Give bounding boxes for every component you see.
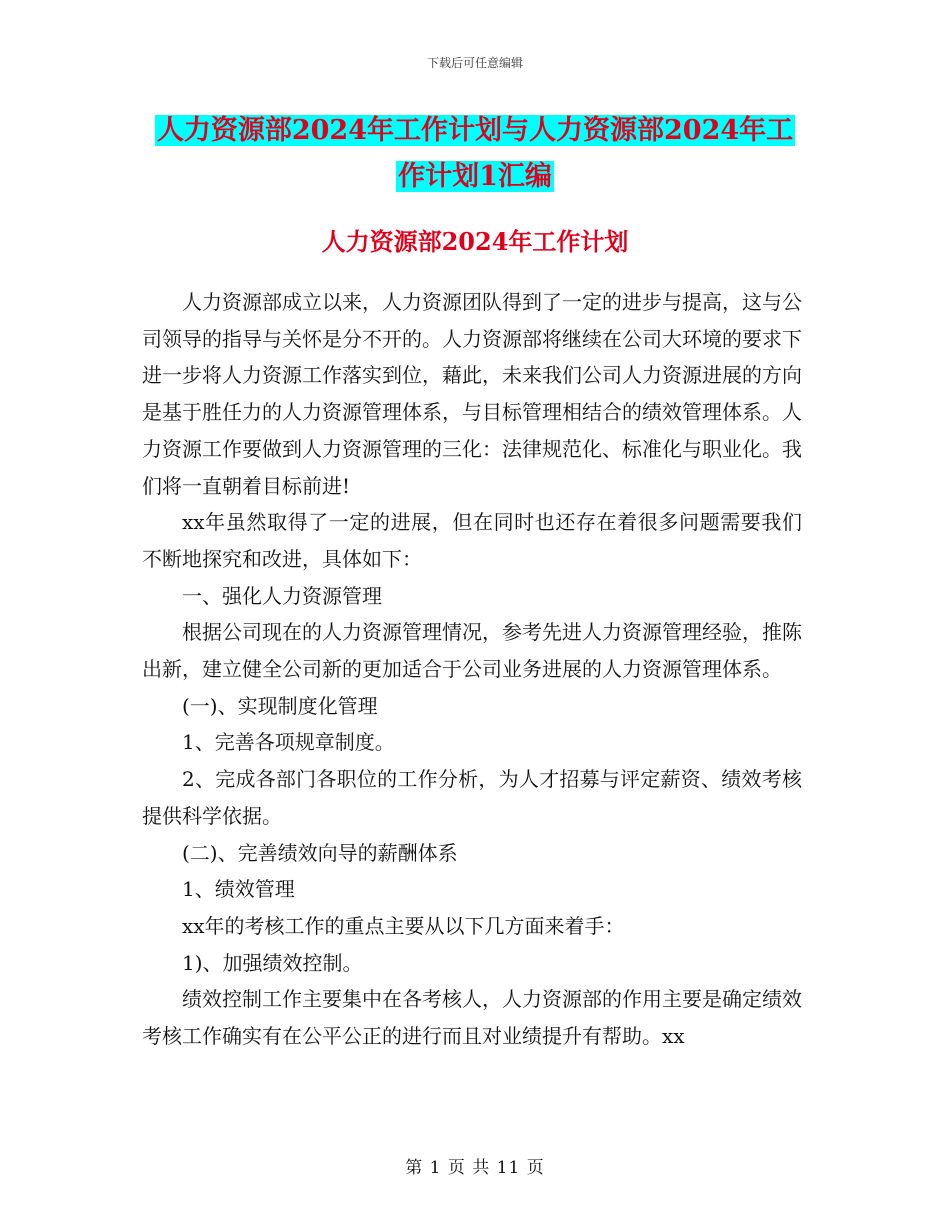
paragraph: 人力资源部成立以来，人力资源团队得到了一定的进步与提高，这与公司领导的指导与关怀是分不开的。人力资源部将继续在公司大环境的要求下进一步将人力资源工作落实到位，藉此，未来我们公司人力资源进展的方向是基于胜任力的人力资源管理体系，与目标管理相结合的绩效管理体系。人力资源工作要做到人力资源管理的三化：法律规范化、标准化与职业化。我们将一直朝着目标前进! [142,290,802,498]
document-body [142,284,802,1055]
section-title: 人力资源部2024年工作计划 [321,227,629,256]
document-title [0,108,950,200]
list-item: 1、绩效管理 [182,877,295,902]
heading-level-2: (一)、实现制度化管理 [182,693,378,718]
paragraph: xx年的考核工作的重点主要从以下几方面来着手： [182,913,625,938]
heading-level-1: 一、强化人力资源管理 [182,583,382,608]
title-highlight: 人力资源部2024年工作计划与人力资源部2024年工 [156,115,794,146]
paragraph: xx年虽然取得了一定的进展，但在同时也还存在着很多问题需要我们不断地探究和改进，具体如下： [142,510,802,571]
title-highlight: 作计划1汇编 [398,161,552,192]
list-item: 1)、加强绩效控制。 [182,950,363,975]
document-title-line-1 [0,108,950,154]
page-footer: 第 1 页 共 11 页 [405,1158,545,1178]
document-title-line-2 [0,154,950,200]
paragraph: 绩效控制工作主要集中在各考核人，人力资源部的作用主要是确定绩效考核工作确实有在公平公正的进行而且对业绩提升有帮助。xx [142,987,802,1049]
header-note: 下载后可任意编辑 [426,56,523,70]
paragraph: 根据公司现在的人力资源管理情况，参考先进人力资源管理经验，推陈出新，建立健全公司新的更加适合于公司业务进展的人力资源管理体系。 [142,620,802,682]
list-item: 1、完善各项规章制度。 [182,730,395,755]
list-item: 2、完成各部门各职位的工作分析，为人才招募与评定薪资、绩效考核提供科学依据。 [142,767,802,828]
heading-level-2: (二)、完善绩效向导的薪酬体系 [182,840,458,865]
